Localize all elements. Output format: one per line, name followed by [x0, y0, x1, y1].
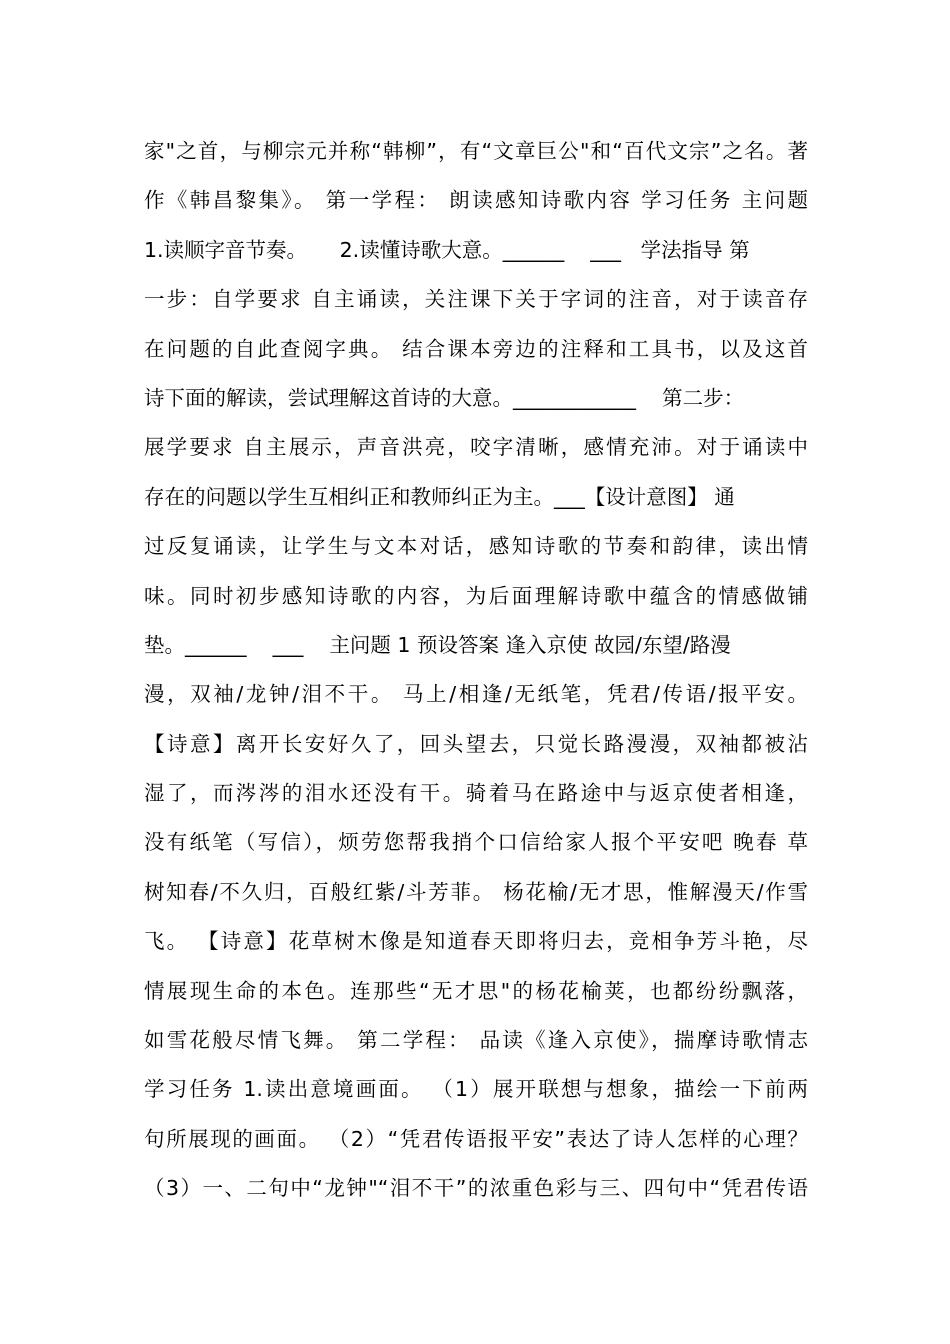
text-line: 味。同时初步感知诗歌的内容，为后面理解诗歌中蕴含的情感做铺	[144, 583, 808, 608]
text-line: 过反复诵读，让学生与文本对话，感知诗歌的节奏和韵律，读出情	[144, 534, 808, 559]
text-line: 作《韩昌黎集》。 第一学程： 朗读感知诗歌内容 学习任务 主问题	[144, 188, 808, 213]
text-line: 没有纸笔（写信），烦劳您帮我捎个口信给家人报个平安吧 晚春 草	[144, 830, 808, 855]
text-line: 1.读顺字音节奏。 2.读懂诗歌大意。______ ___ 学法指导 第	[144, 237, 750, 262]
text-line: 一步：自学要求 自主诵读，关注课下关于字词的注音，对于读音存	[144, 287, 808, 312]
text-line: 学习任务 1.读出意境画面。 （1）展开联想与想象，描绘一下前两	[144, 1077, 808, 1102]
text-line: 漫，双袖/龙钟/泪不干。 马上/相逢/无纸笔，凭君/传语/报平安。	[144, 682, 808, 707]
text-line: （3）一、二句中“龙钟"“泪不干”的浓重色彩与三、四句中“凭君传语	[144, 1176, 808, 1201]
text-line: 飞。 【诗意】花草树木像是知道春天即将归去，竞相争芳斗艳，尽	[144, 929, 808, 954]
document-body	[144, 127, 808, 1214]
text-line: 【诗意】离开长安好久了，回头望去，只觉长路漫漫，双袖都被沾	[144, 731, 808, 756]
text-line: 垫。______ ___ 主问题 1 预设答案 逢入京使 故园/东望/路漫	[144, 632, 731, 657]
text-line: 诗下面的解读，尝试理解这首诗的大意。____________ 第二步：	[144, 385, 745, 410]
text-line: 展学要求 自主展示，声音洪亮，咬字清晰，感情充沛。对于诵读中	[144, 435, 808, 460]
text-line: 句所展现的画面。 （2）“凭君传语报平安”表达了诗人怎样的心理？	[144, 1126, 808, 1151]
text-line: 如雪花般尽情飞舞。 第二学程： 品读《逢入京使》，揣摩诗歌情志	[144, 1028, 808, 1053]
text-line: 存在的问题以学生互相纠正和教师纠正为主。___【设计意图】 通	[144, 484, 735, 509]
text-line: 情展现生命的本色。连那些“无才思"的杨花榆荚，也都纷纷飘落，	[144, 978, 808, 1003]
text-line: 湿了，而涔涔的泪水还没有干。骑着马在路途中与返京使者相逢，	[144, 781, 808, 806]
text-line: 家"之首，与柳宗元并称“韩柳”，有“文章巨公"和“百代文宗”之名。著	[144, 139, 808, 163]
text-line: 树知春/不久归，百般红紫/斗芳菲。 杨花榆/无才思，惟解漫天/作雪	[144, 879, 808, 904]
text-line: 在问题的自此查阅字典。 结合课本旁边的注释和工具书，以及这首	[144, 336, 808, 361]
